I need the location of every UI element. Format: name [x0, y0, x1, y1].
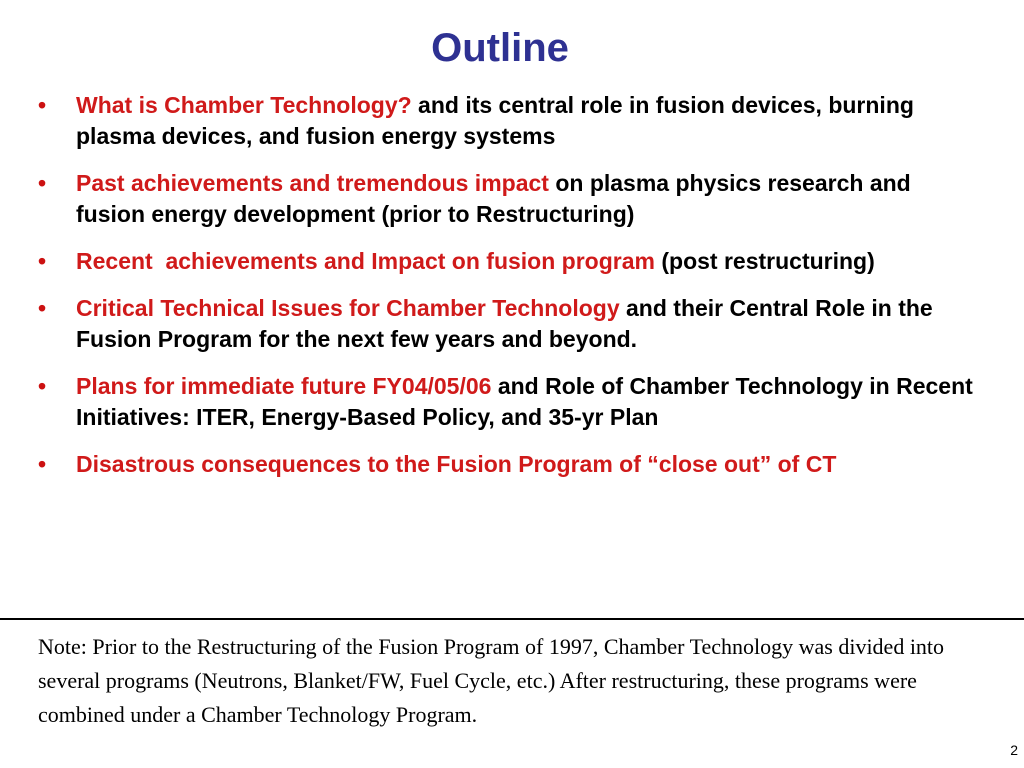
- page-number: 2: [1010, 742, 1018, 758]
- bullet-highlight-text: Plans for immediate future FY04/05/06: [76, 373, 492, 399]
- bullet-body-text: and its central role in fusion devices, burning plasma devices, and fusion energy systems: [76, 92, 914, 149]
- bullet-item: [36, 246, 986, 277]
- bullet-icon: •: [38, 373, 47, 399]
- bullet-highlight-text: What is Chamber Technology?: [76, 92, 412, 118]
- bullet-body-text: and their Central Role in the Fusion Program for the next few years and beyond.: [76, 295, 933, 352]
- bullet-icon: •: [38, 248, 47, 274]
- bullet-highlight-text: Critical Technical Issues for Chamber Technology: [76, 295, 620, 321]
- footnote: Note: Prior to the Restructuring of the Fusion Program of 1997, Chamber Technology was divided into several programs (Neutrons, Blanket/FW, Fuel Cycle, etc.) After restructuring, these programs were combined under a Chamber Technology Program.: [38, 634, 945, 727]
- bullet-item: [36, 449, 986, 480]
- bullet-item: [36, 371, 986, 433]
- bullet-highlight-text: Recent achievements and Impact on fusion program: [76, 248, 655, 274]
- bullet-body-text: (post restructuring): [654, 248, 875, 274]
- bullet-icon: •: [38, 295, 47, 321]
- note-divider: [0, 618, 1024, 620]
- bullet-item: [36, 293, 986, 355]
- bullet-icon: •: [38, 451, 47, 477]
- slide-title: Outline: [431, 26, 569, 70]
- bullet-item: [36, 168, 986, 230]
- bullet-icon: •: [38, 92, 47, 118]
- bullet-body-text: on plasma physics research and fusion energy development (prior to Restructuring): [76, 170, 911, 227]
- bullet-highlight-text: Past achievements and tremendous impact: [76, 170, 549, 196]
- bullet-item: [36, 90, 986, 152]
- bullet-icon: •: [38, 170, 47, 196]
- bullet-body-text: and Role of Chamber Technology in Recent Initiatives: ITER, Energy-Based Policy, and 35-yr Plan: [76, 373, 973, 430]
- bullet-list: [36, 90, 986, 496]
- bullet-highlight-text: Disastrous consequences to the Fusion Program of “close out” of CT: [76, 451, 837, 477]
